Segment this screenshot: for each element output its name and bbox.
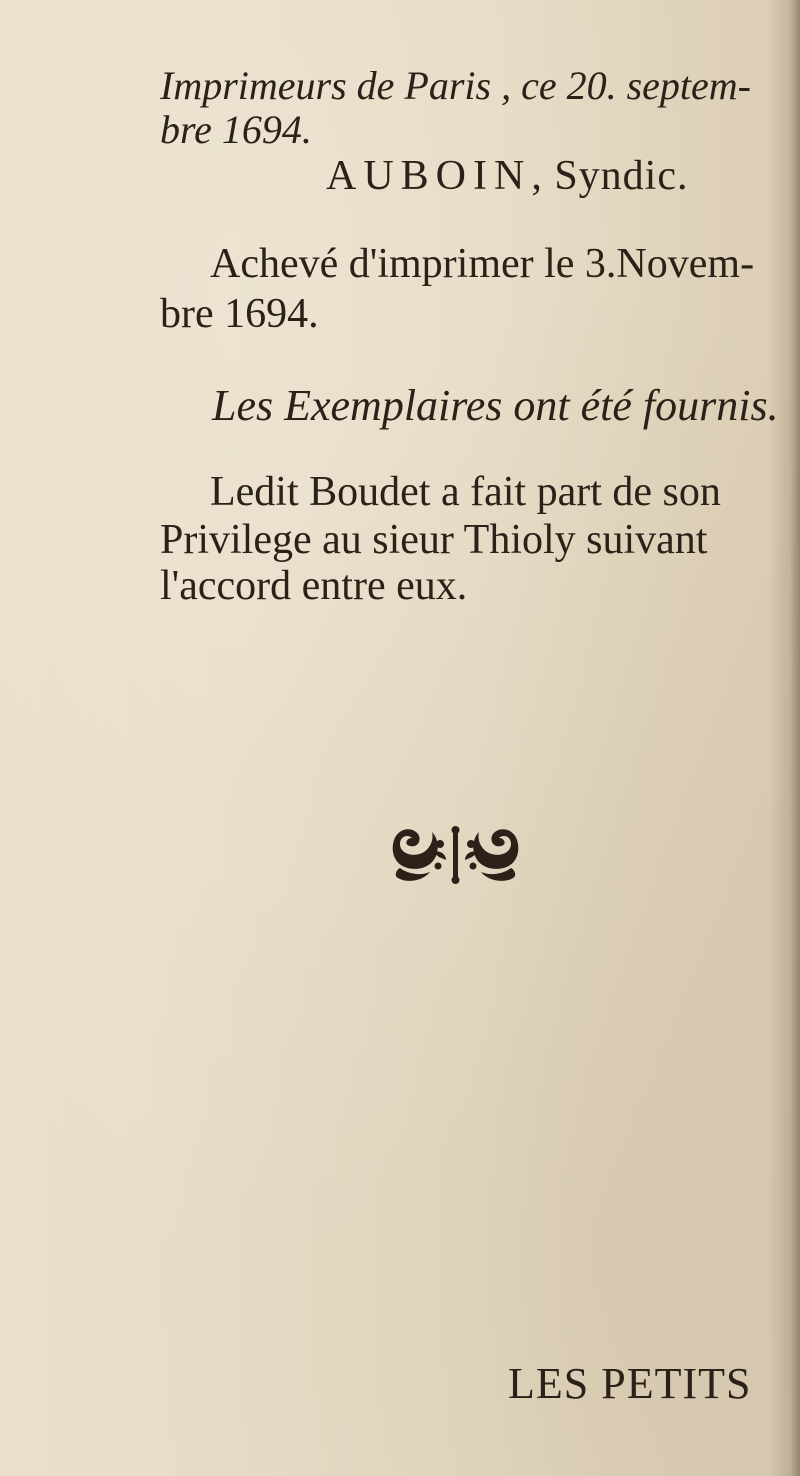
syndic-title: , Syndic. (531, 153, 689, 199)
privilege-line-3: l'accord entre eux. (160, 563, 468, 609)
page-edge-shadow (790, 0, 800, 1476)
floral-fleuron-icon (388, 822, 523, 888)
privilege-line-1: Ledit Boudet a fait part de son (210, 469, 721, 515)
privilege-line-2: Privilege au sieur Thioly suivant (160, 517, 708, 563)
syndic-name: AUBOIN (326, 153, 532, 199)
colophon-line-1: Imprimeurs de Paris , ce 20. septem- (160, 63, 751, 108)
catchword: LES PETITS (508, 1359, 752, 1408)
printing-completed-line-1: Achevé d'imprimer le 3.Novem- (210, 241, 755, 287)
colophon-line-2: bre 1694. (160, 107, 312, 152)
syndic-signature (326, 152, 689, 200)
printing-completed-line-2: bre 1694. (160, 291, 319, 337)
exemplaires-note: Les Exemplaires ont été fournis. (212, 381, 779, 430)
